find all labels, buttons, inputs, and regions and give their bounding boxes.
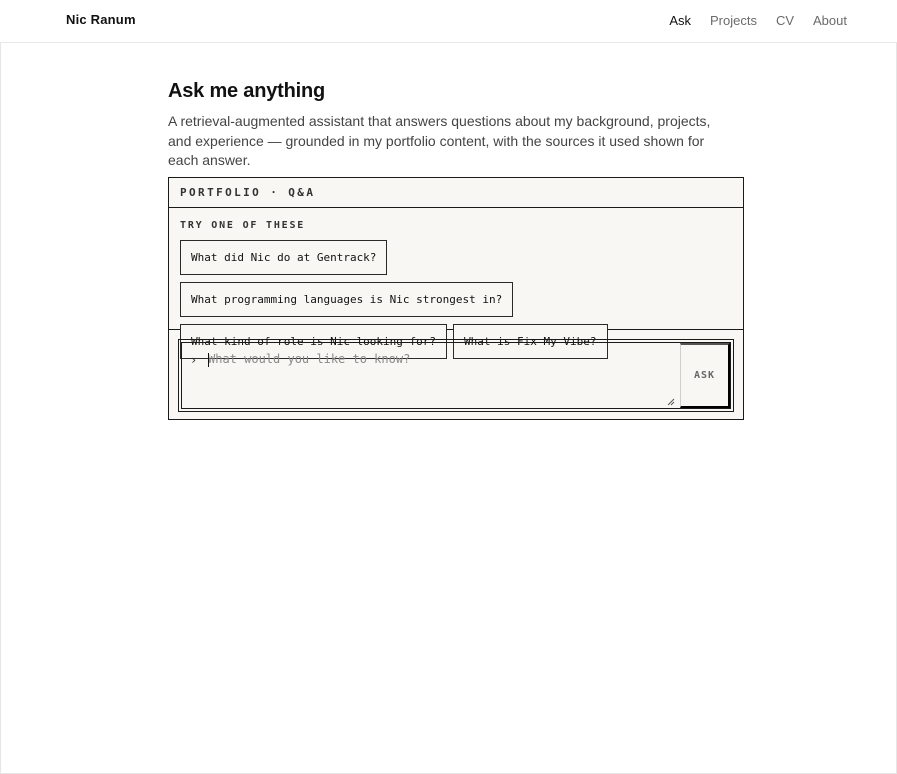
ask-inner-frame: [181, 342, 731, 409]
qa-panel-header: [169, 178, 743, 208]
suggestion-chip-languages[interactable]: What programming languages is Nic strongest in?: [180, 282, 513, 317]
text-cursor: [208, 353, 209, 367]
nav-link-about[interactable]: About: [813, 13, 847, 28]
nav-link-cv[interactable]: CV: [775, 13, 795, 28]
qa-panel: [168, 177, 744, 420]
top-navigation-bar: [0, 0, 897, 43]
suggestion-chip-fix-my-vibe[interactable]: What is Fix My Vibe?: [453, 324, 607, 359]
site-brand[interactable]: Nic Ranum: [66, 12, 136, 27]
suggestions-label: TRY ONE OF THESE: [180, 220, 306, 231]
page-title: Ask me anything: [168, 80, 326, 102]
intro-section: [168, 80, 744, 171]
question-input[interactable]: [182, 343, 680, 408]
ask-button[interactable]: ASK: [680, 343, 730, 408]
ask-box: [178, 339, 734, 412]
page-description: A retrieval-augmented assistant that answers questions about my background, projects, and experience — grounded in my portfolio content, with the sources it used shown for each answer.: [168, 113, 711, 168]
main-nav: [650, 13, 847, 28]
suggestion-chip-role[interactable]: What kind of role is Nic looking for?: [180, 324, 447, 359]
resize-handle-icon[interactable]: [667, 398, 675, 406]
prompt-chevron-icon: ›: [190, 353, 198, 367]
ask-area: [169, 330, 743, 412]
qa-panel-title: PORTFOLIO · Q&A: [180, 186, 316, 199]
nav-link-ask[interactable]: Ask: [669, 13, 691, 28]
suggestion-chip-gentrack[interactable]: What did Nic do at Gentrack?: [180, 240, 387, 275]
nav-link-projects[interactable]: Projects: [709, 13, 757, 28]
suggestions-section: [169, 208, 743, 348]
